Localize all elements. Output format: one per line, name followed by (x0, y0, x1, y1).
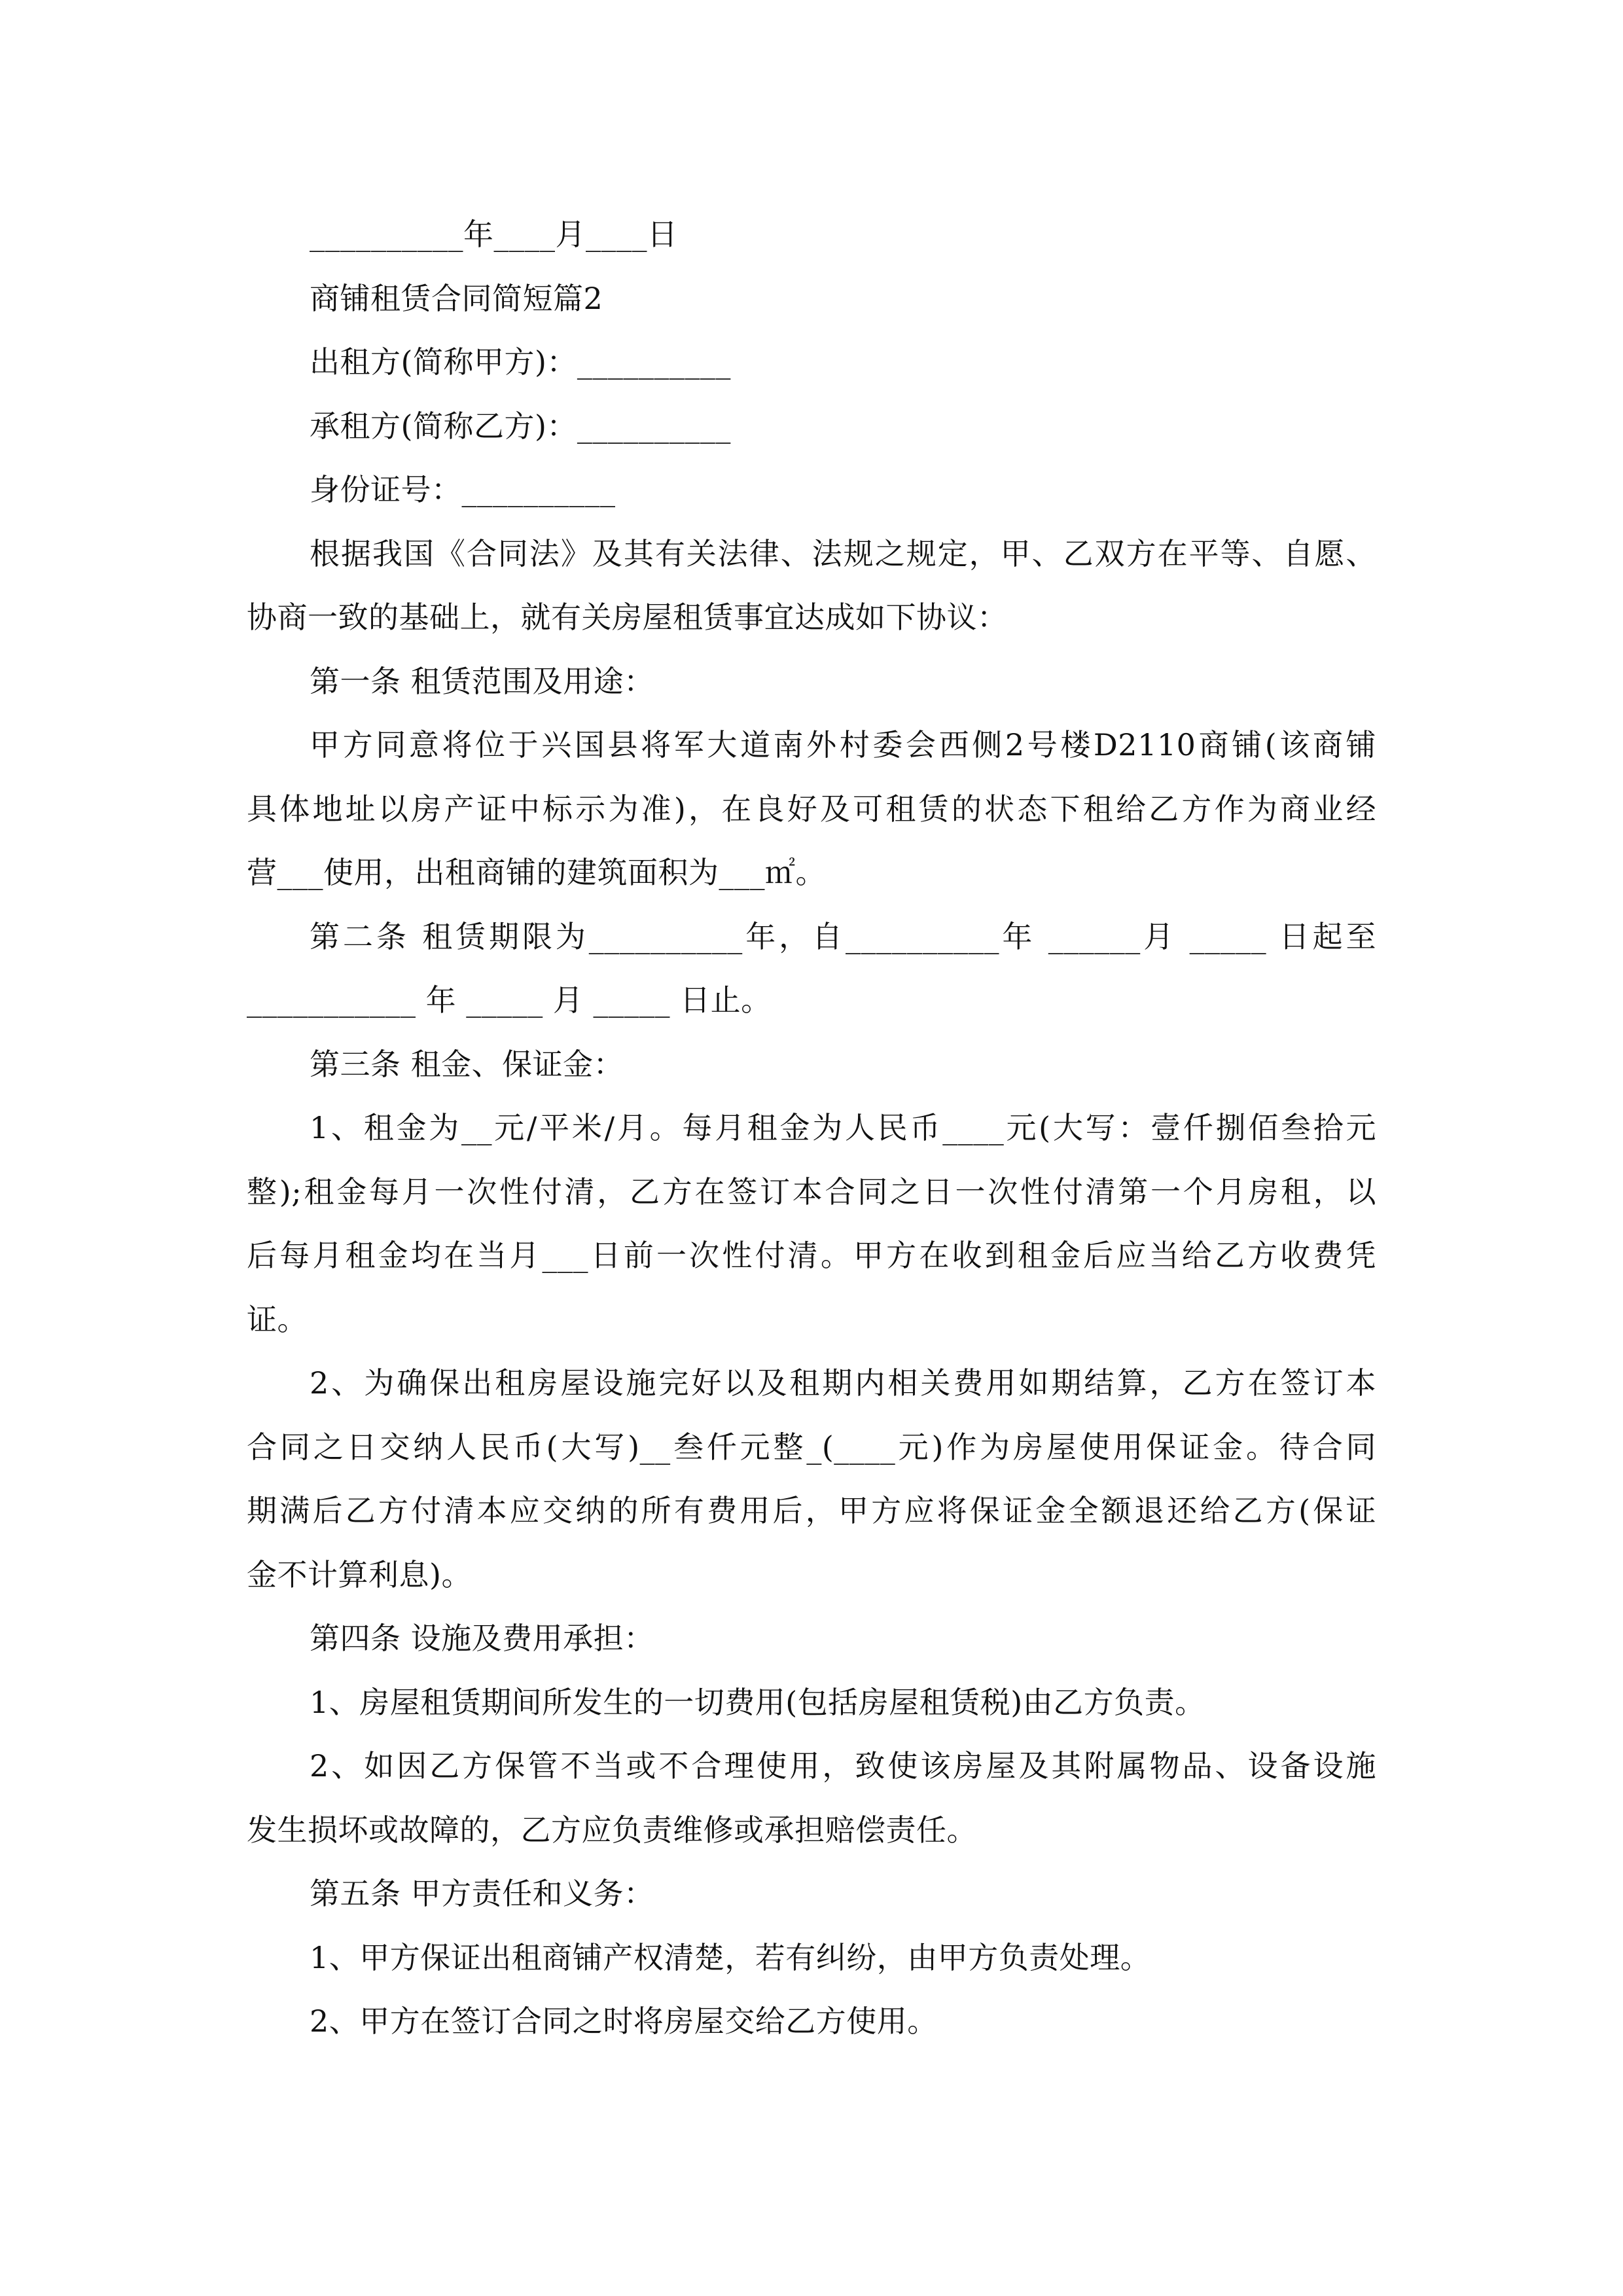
article-4-item-2-line-1: 2、如因乙方保管不当或不合理使用，致使该房屋及其附属物品、设备设施 (310, 1748, 1376, 1784)
preamble-line-2: 协商一致的基础上，就有关房屋租赁事宜达成如下协议： (247, 600, 1008, 635)
article-4-item-2-line-2: 发生损坏或故障的，乙方应负责维修或承担赔偿责任。 (247, 1812, 977, 1848)
article-3-item-2-line-1: 2、为确保出租房屋设施完好以及租期内相关费用如期结算，乙方在签订本 (310, 1365, 1376, 1401)
article-3-item-2-line-3: 期满后乙方付清本应交纳的所有费用后，甲方应将保证金全额退还给乙方(保证 (247, 1493, 1376, 1528)
lessor-line: 出租方(简称甲方)：__________ (310, 344, 731, 380)
article-1-line-3: 营___使用，出租商铺的建筑面积为___㎡。 (247, 855, 826, 890)
article-2-line-2: ___________ 年 _____ 月 _____ 日止。 (247, 982, 772, 1018)
article-3-item-2-line-4: 金不计算利息)。 (247, 1556, 472, 1592)
article-1-line-2: 具体地址以房产证中标示为准)，在良好及可租赁的状态下租给乙方作为商业经 (247, 791, 1376, 827)
article-3-item-1-line-1: 1、租金为__元/平米/月。每月租金为人民币____元(大写：壹仟捌佰叁拾元 (310, 1110, 1376, 1145)
article-5-item-1: 1、甲方保证出租商铺产权清楚，若有纠纷，由甲方负责处理。 (310, 1939, 1151, 1975)
article-3-item-2-line-2: 合同之日交纳人民币(大写)__叁仟元整_(____元)作为房屋使用保证金。待合同 (247, 1429, 1376, 1465)
lessee-line: 承租方(简称乙方)：__________ (310, 408, 731, 444)
id-number-line: 身份证号：__________ (310, 472, 616, 507)
date-line: __________年____月____日 (310, 217, 678, 252)
contract-body (247, 203, 1376, 2054)
article-3-item-1-line-2: 整);租金每月一次性付清，乙方在签订本合同之日一次性付清第一个月房租，以 (247, 1174, 1376, 1210)
contract-title: 商铺租赁合同简短篇2 (310, 280, 603, 316)
article-4-heading: 第四条 设施及费用承担： (310, 1621, 654, 1656)
article-5-item-2: 2、甲方在签订合同之时将房屋交给乙方使用。 (310, 2003, 938, 2039)
article-1-heading: 第一条 租赁范围及用途： (310, 663, 654, 699)
article-5-heading: 第五条 甲方责任和义务： (310, 1876, 654, 1911)
article-2-line-1: 第二条 租赁期限为__________年，自__________年 ______月 _____ 日起至 (310, 918, 1376, 954)
article-1-line-1: 甲方同意将位于兴国县将军大道南外村委会西侧2号楼D2110商铺(该商铺 (310, 727, 1376, 762)
article-3-item-1-line-4: 证。 (247, 1301, 308, 1337)
article-3-item-1-line-3: 后每月租金均在当月___日前一次性付清。甲方在收到租金后应当给乙方收费凭 (247, 1238, 1376, 1273)
article-4-item-1: 1、房屋租赁期间所发生的一切费用(包括房屋租赁税)由乙方负责。 (310, 1684, 1205, 1720)
preamble-line-1: 根据我国《合同法》及其有关法律、法规之规定，甲、乙双方在平等、自愿、 (310, 535, 1376, 571)
article-3-heading: 第三条 租金、保证金： (310, 1046, 624, 1082)
